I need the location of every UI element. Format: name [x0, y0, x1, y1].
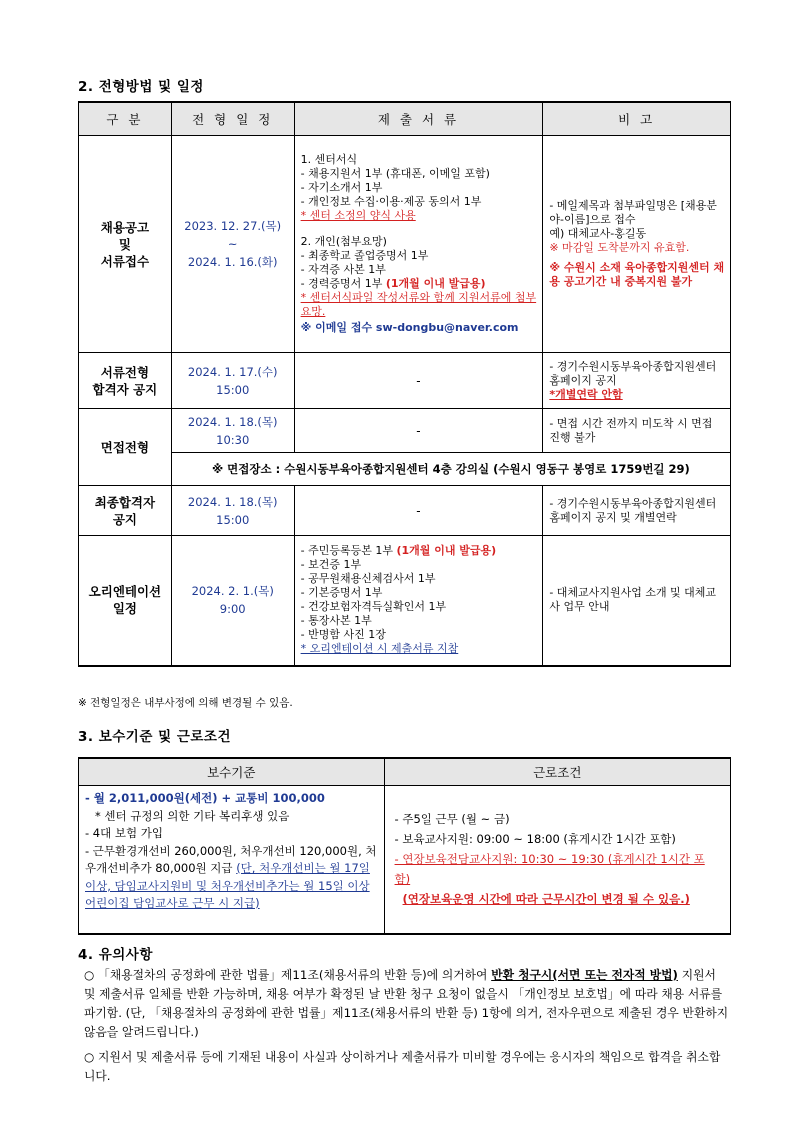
category-line: 및: [118, 236, 131, 252]
documents-final: -: [294, 486, 543, 536]
remarks-doc-result: [543, 353, 731, 409]
doc-item-red: (1개월 이내 발급용): [385, 277, 486, 290]
documents-interview: -: [294, 409, 543, 453]
remark-line-red: *개별연락 안함: [549, 387, 623, 401]
row-final: [79, 486, 731, 536]
work-line-red: (연장보육운영 시간에 따라 근무시간이 변경 될 수 있음.): [402, 892, 690, 907]
category-interview: 면접전형: [79, 409, 172, 486]
doc-item-first: [301, 544, 539, 558]
doc-item: - 자기소개서 1부: [300, 181, 383, 194]
doc-item-text: - 주민등록등본 1부: [300, 544, 397, 558]
interview-place: ※ 면접장소 : 수원시동부육아종합지원센터 4층 강의실 (수원시 영동구 봉영로 1759번길 29): [171, 453, 730, 486]
row-interview-place: [79, 453, 731, 486]
date-doc-result: [171, 353, 294, 409]
documents-orientation: [294, 536, 543, 666]
work-line: - 주5일 근무 (월 ~ 금): [394, 812, 510, 827]
notice-text: 지원서 및 제출서류 일체를 반환 가능하며, 채용 여부가 확정된 날 반환 청구 요청이 없을시 「개인정보 보호법」에 따라 채용 서류를 파기함. (단, 「채용절차의 공정화에 관한 법률」제11조(채용서류의 반환 등) 1항에 의거, 전자우편으로 제출된 경우 반환하지 않음을 알려드립니다.): [84, 968, 729, 1039]
date-line: 10:30: [216, 432, 250, 447]
pay-table: [78, 757, 731, 935]
section4-title: 4. 유의사항: [78, 947, 153, 963]
header-category: 구 분: [79, 102, 172, 136]
category-line: 채용공고: [100, 219, 150, 235]
schedule-footnote: ※ 전형일정은 내부사정에 의해 변경될 수 있음.: [78, 697, 293, 709]
schedule-table: [78, 101, 731, 667]
doc-note-red: * 센터서식파일 작성서류와 함께 지원서류에 첨부요망.: [300, 291, 537, 318]
pay-line: - 4대 보험 가입: [85, 826, 163, 840]
pay-line: * 센터 규정의 의한 기타 복리후생 있음: [95, 808, 290, 823]
notice-text: ○ 「채용절차의 공정화에 관한 법률」제11조(채용서류의 반환 등)에 의거하여: [84, 968, 492, 982]
date-line: 2024. 2. 1.(목): [191, 584, 274, 599]
date-interview: [171, 409, 294, 453]
doc-note-red: * 센터 소정의 양식 사용: [300, 209, 416, 222]
doc-item: - 최종학교 졸업증명서 1부: [300, 249, 429, 262]
date-application: [171, 136, 294, 353]
date-line: 15:00: [216, 512, 250, 527]
work-line-red: - 연장보육전담교사지원: 10:30 ~ 19:30 (휴게시간 1시간 포함): [394, 852, 705, 887]
remarks-application: [543, 136, 731, 353]
doc-item: - 보건증 1부: [300, 558, 362, 572]
pay-text-blue: (단, 처우개선비는 월 17일 이상, 담임교사지원비 및 처우개선비추가는 월 15일 이상 어린이집 담임교사로 근무 시 지급): [85, 861, 370, 910]
date-line: 2024. 1. 18.(목): [187, 494, 278, 509]
category-line: 합격자 공지: [92, 381, 158, 397]
pay-text: - 근무환경개선비 260,000원, 처우개선비 120,000원, 처우개선비추가 80,000원 지급: [85, 843, 377, 875]
doc-item: - 기본증명서 1부: [300, 586, 383, 600]
remarks-orientation: - 대체교사지원사업 소개 및 대체교사 업무 안내: [543, 536, 731, 666]
header-work: 근로조건: [384, 758, 730, 786]
pay-header-row: [79, 758, 731, 786]
header-remarks: 비 고: [543, 102, 731, 136]
work-conditions: [384, 786, 730, 934]
doc-item: - 자격증 사본 1부: [300, 263, 386, 276]
remarks-interview: - 면접 시간 전까지 미도착 시 면접 진행 불가: [543, 409, 731, 453]
doc-item: - 반명함 사진 1장: [300, 628, 386, 642]
date-line: 9:00: [219, 602, 246, 617]
doc-item-text: - 경력증명서 1부: [300, 277, 386, 290]
doc-note-blue: * 오리엔테이션 시 제출서류 지참: [300, 642, 459, 656]
doc-item-red: (1개월 이내 발급용): [396, 544, 497, 558]
date-line: 15:00: [216, 382, 250, 397]
remark-line: - 메일제목과 첨부파일명은 [채용분야-이름]으로 접수: [549, 199, 717, 226]
doc-item-career: [301, 277, 539, 291]
category-line: 일정: [112, 601, 137, 617]
row-application: [79, 136, 731, 353]
category-application: [79, 136, 172, 353]
date-line: 2024. 1. 16.(화): [187, 255, 278, 269]
row-interview: [79, 409, 731, 453]
category-line: 서류접수: [100, 253, 150, 269]
pay-line: - 월 2,011,000원(세전) + 교통비 100,000: [85, 791, 325, 805]
header-pay: 보수기준: [79, 758, 385, 786]
notice-paragraph-1: [84, 966, 729, 1042]
notice-text-bold: 반환 청구시(서면 또는 전자적 방법): [491, 968, 678, 982]
work-line: - 보육교사지원: 09:00 ~ 18:00 (휴게시간 1시간 포함): [394, 832, 676, 847]
category-line: 서류전형: [100, 364, 150, 380]
section2-title: 2. 전형방법 및 일정: [78, 79, 204, 95]
date-line: 2024. 1. 18.(목): [187, 414, 278, 429]
doc-group-title: 2. 개인(첨부요망): [300, 235, 387, 248]
doc-item: - 건강보험자격득실확인서 1부: [300, 600, 447, 614]
email-contact: ※ 이메일 접수 sw-dongbu@naver.com: [300, 321, 519, 334]
remark-line: - 경기수원시동부육아종합지원센터홈페이지 공지: [549, 359, 717, 387]
doc-item: - 채용지원서 1부 (휴대폰, 이메일 포함): [300, 167, 490, 180]
row-orientation: [79, 536, 731, 666]
category-final: [79, 486, 172, 536]
header-schedule: 전 형 일 정: [171, 102, 294, 136]
pay-line-allowance: [85, 843, 378, 913]
pay-body-row: [79, 786, 731, 934]
remarks-final: - 경기수원시동부육아종합지원센터 홈페이지 공지 및 개별연락: [543, 486, 731, 536]
pay-standard: [79, 786, 385, 934]
date-line: 2024. 1. 17.(수): [187, 364, 278, 379]
doc-item: - 통장사본 1부: [300, 614, 372, 628]
category-line: 최종합격자: [94, 494, 156, 510]
section3-title: 3. 보수기준 및 근로조건: [78, 729, 231, 745]
date-orientation: [171, 536, 294, 666]
documents-doc-result: -: [294, 353, 543, 409]
notice-paragraph-2: ○ 지원서 및 제출서류 등에 기재된 내용이 사실과 상이하거나 제출서류가 미비할 경우에는 응시자의 책임으로 합격을 취소합니다.: [84, 1050, 721, 1083]
doc-group-title: 1. 센터서식: [300, 153, 358, 166]
header-documents: 제 출 서 류: [294, 102, 543, 136]
doc-item: - 공무원채용신체검사서 1부: [300, 572, 436, 586]
remark-line-red: ※ 수원시 소재 육아종합지원센터 채용 공고기간 내 중복지원 불가: [549, 261, 725, 288]
category-orientation: [79, 536, 172, 666]
schedule-header-row: [79, 102, 731, 136]
remark-line: 예) 대체교사-홍길동: [549, 227, 647, 240]
category-doc-result: [79, 353, 172, 409]
date-final: [171, 486, 294, 536]
documents-application: [294, 136, 543, 353]
date-line: 2023. 12. 27.(목): [184, 219, 282, 233]
doc-item: - 개인정보 수집·이용·제공 동의서 1부: [300, 195, 482, 208]
date-line: ~: [227, 237, 238, 251]
category-line: 오리엔테이션: [88, 584, 162, 600]
category-line: 공지: [112, 511, 137, 527]
row-doc-result: [79, 353, 731, 409]
remark-line-red: ※ 마감일 도착분까지 유효함.: [549, 241, 690, 254]
